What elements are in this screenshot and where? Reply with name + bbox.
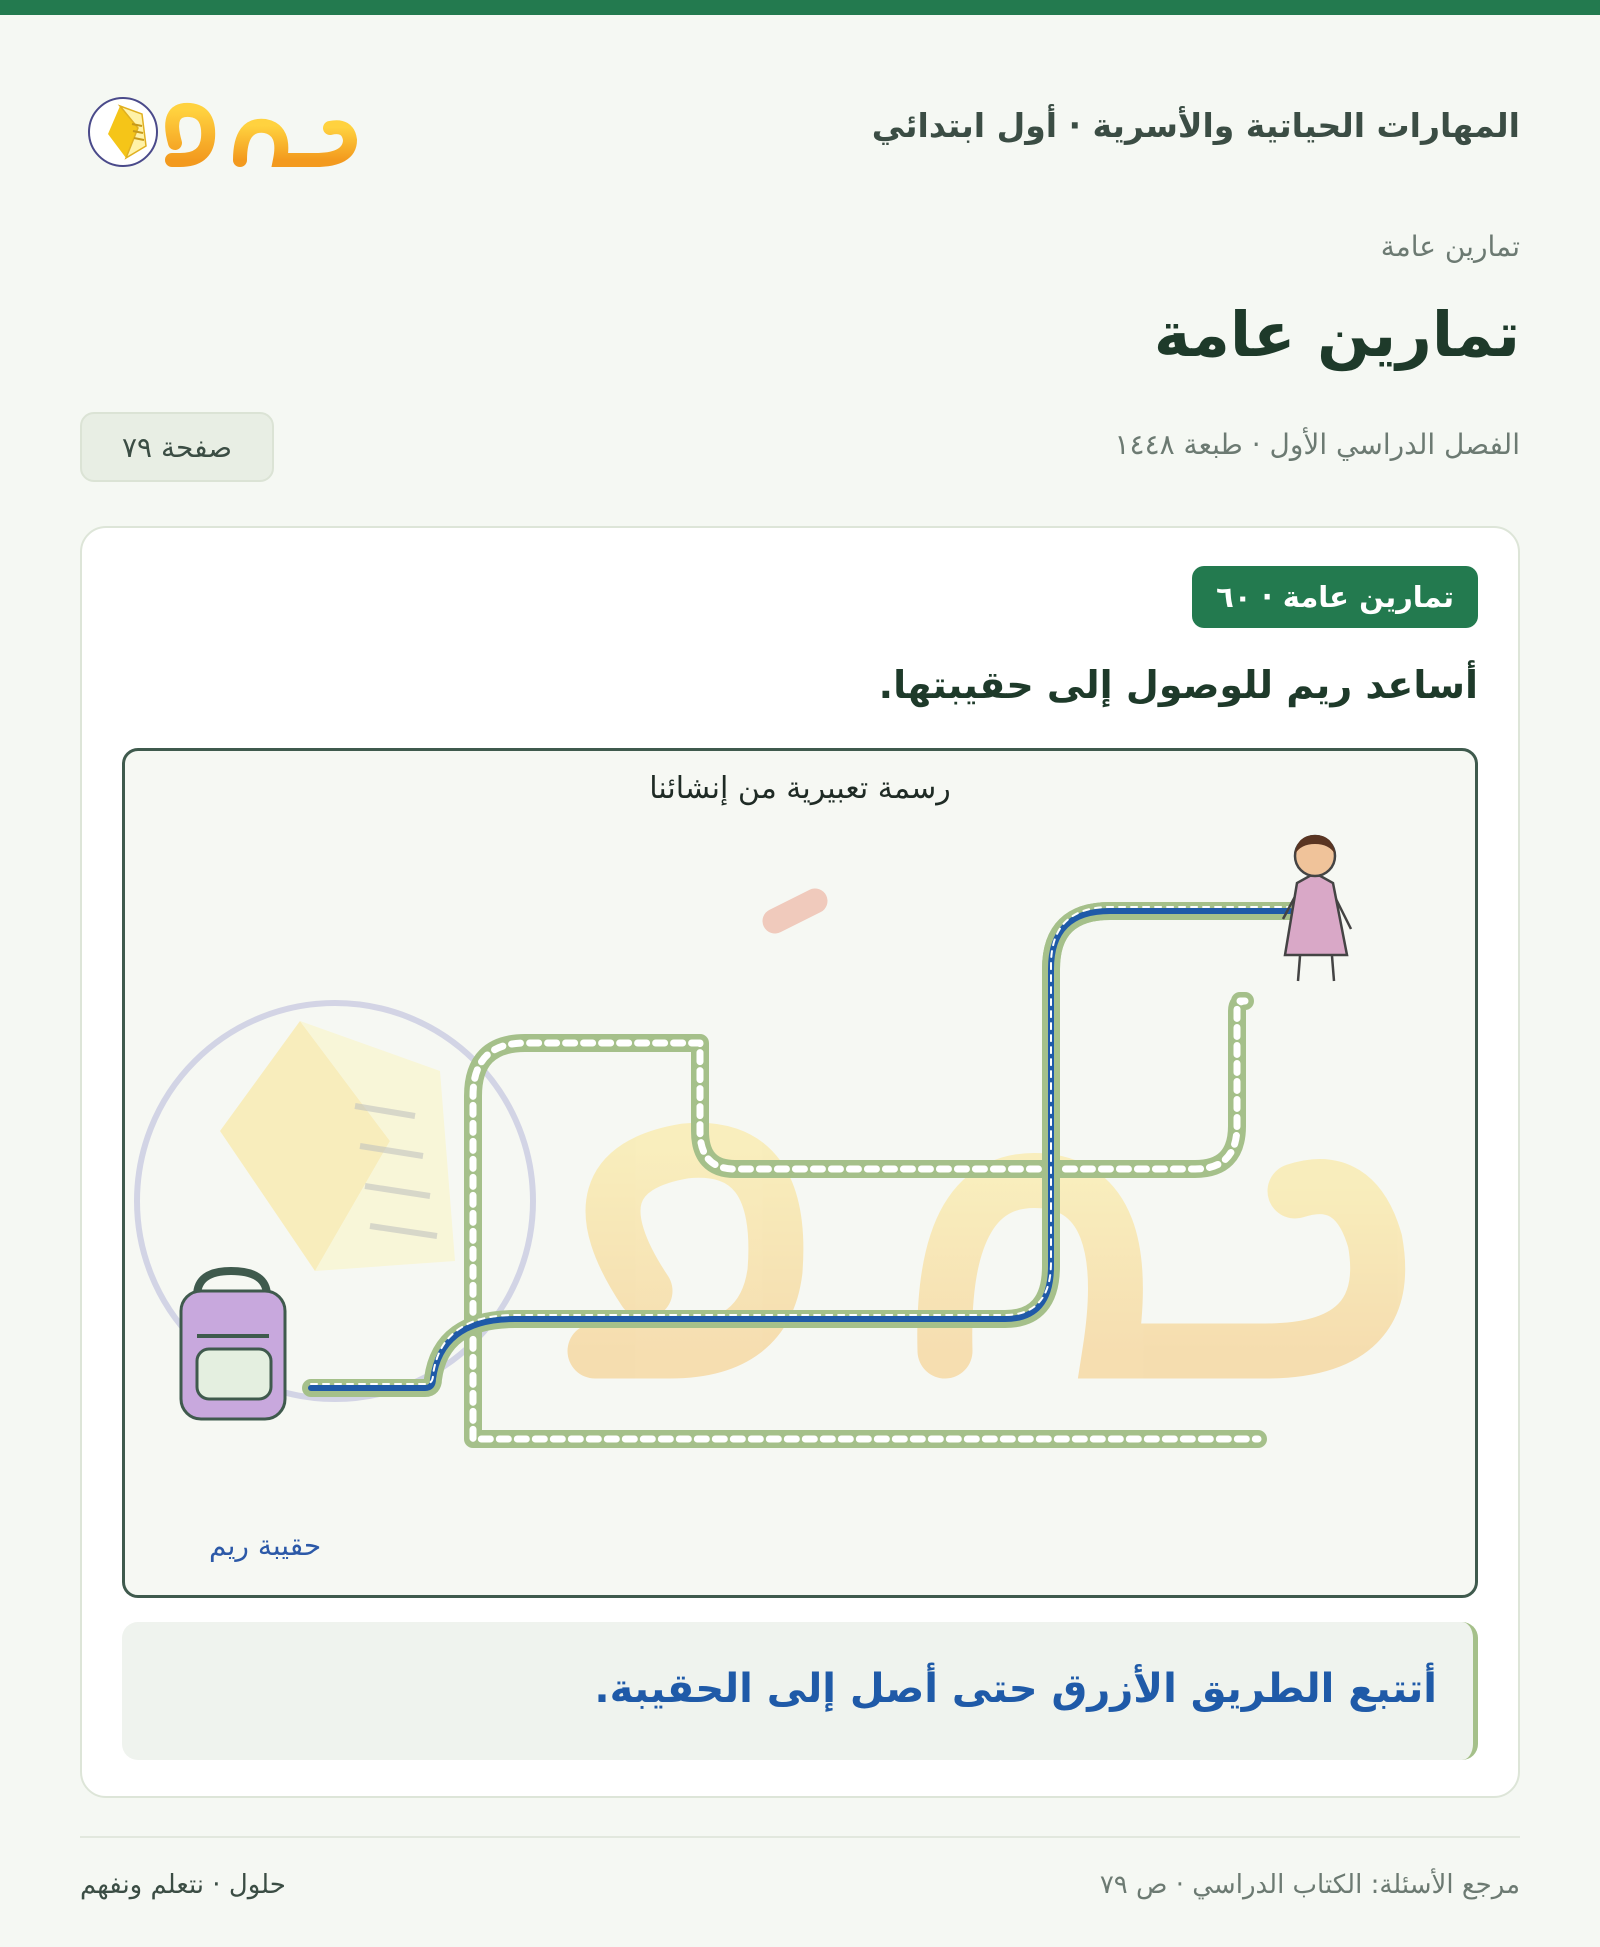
exercise-card bbox=[80, 526, 1520, 1798]
backpack-icon bbox=[181, 1271, 285, 1419]
footer-divider bbox=[80, 1836, 1520, 1838]
subject-title: المهارات الحياتية والأسرية · أول ابتدائي bbox=[871, 106, 1520, 145]
answer-box bbox=[122, 1622, 1478, 1760]
answer-text: أتتبع الطريق الأزرق حتى أصل إلى الحقيبة. bbox=[594, 1666, 1437, 1712]
figure-caption: رسمة تعبيرية من إنشائنا bbox=[649, 771, 951, 806]
girl-icon bbox=[1283, 835, 1351, 981]
maze-illustration bbox=[125, 751, 1478, 1598]
maze-figure bbox=[122, 748, 1478, 1598]
bag-label: حقيبة ريم bbox=[209, 1529, 322, 1562]
top-accent-bar bbox=[0, 0, 1600, 15]
blue-route bbox=[311, 907, 1290, 1388]
footer-reference: مرجع الأسئلة: الكتاب الدراسي · ص ٧٩ bbox=[1099, 1870, 1520, 1900]
page-header bbox=[80, 68, 1520, 178]
page-number-badge: صفحة ٧٩ bbox=[80, 412, 274, 482]
footer-brand[interactable]: حلول · نتعلم ونفهم bbox=[80, 1870, 286, 1900]
page-title: تمارين عامة bbox=[1153, 298, 1520, 371]
breadcrumb[interactable]: تمارين عامة bbox=[1380, 230, 1520, 263]
svg-text:حلول: حلول bbox=[287, 176, 290, 177]
exercise-badge: تمارين عامة · ٦٠ bbox=[1192, 566, 1478, 628]
edition-meta: الفصل الدراسي الأول · طبعة ١٤٤٨ bbox=[1114, 428, 1520, 461]
site-logo[interactable] bbox=[80, 68, 370, 178]
exercise-question: أساعد ريم للوصول إلى حقيبتها. bbox=[878, 663, 1478, 707]
